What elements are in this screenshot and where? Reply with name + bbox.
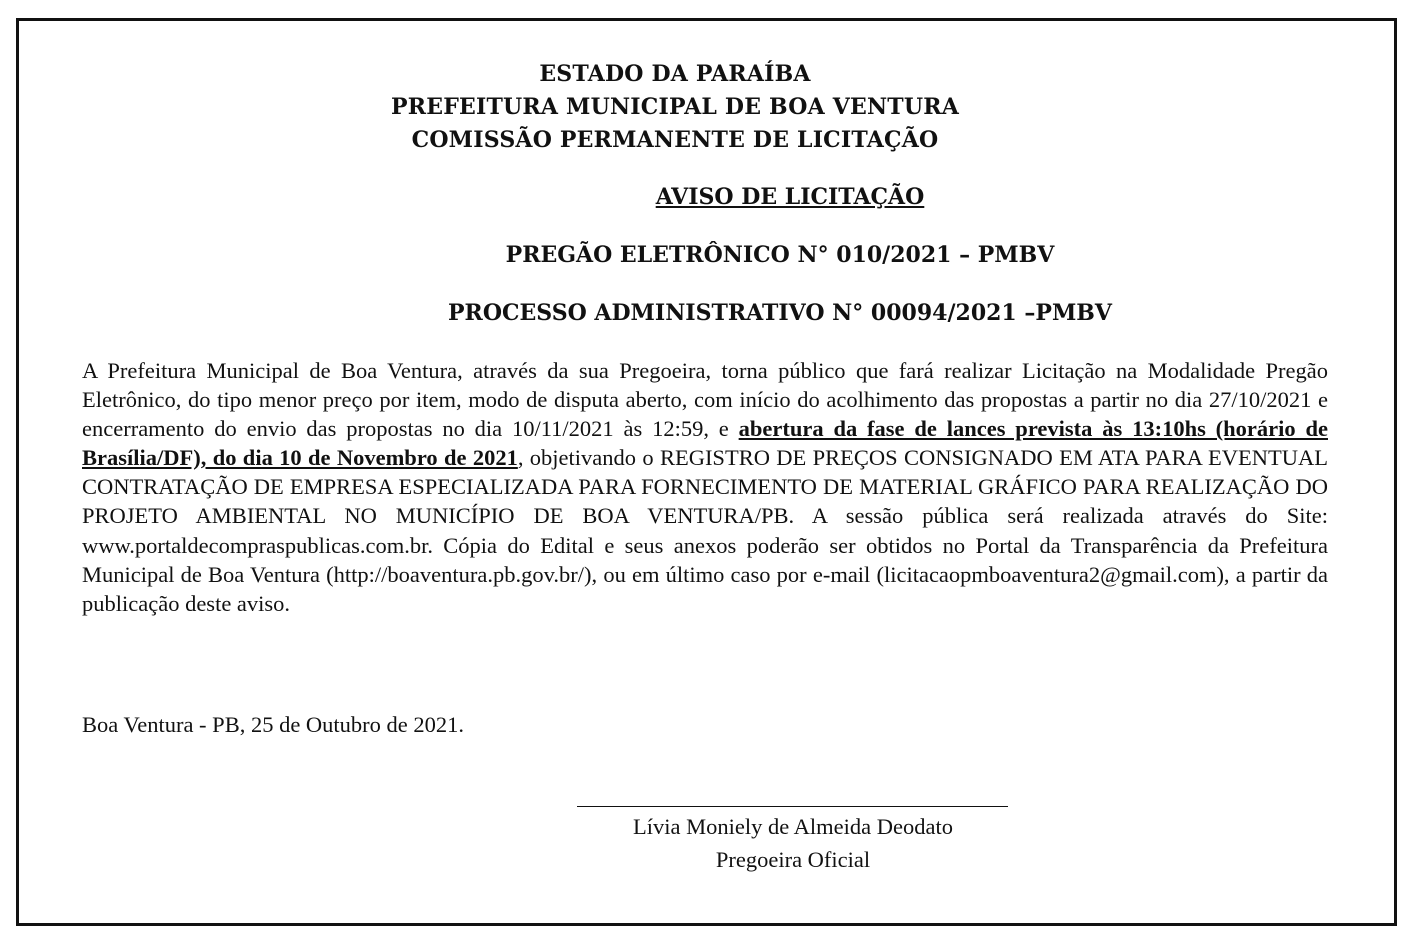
- body-highlight: abertura da fase de lances prevista às 13:10hs (horário de Brasília/DF), do dia 10 de Novembro de 2021: [82, 416, 1328, 471]
- aviso-title: AVISO DE LICITAÇÃO: [655, 184, 925, 210]
- body-text-part1: A Prefeitura Municipal de Boa Ventura, através da sua Pregoeira, torna público que fará realizar Licitação na Modalidade Pregão Eletrônico, do tipo menor preço por item, modo de disputa aberto, com início do acolhimento das propostas a partir no dia 27/10/2021 e encerramento do envio das propostas no dia 10/11/2021 às 12:59, e: [82, 358, 1328, 442]
- header-prefecture: PREFEITURA MUNICIPAL DE BOA VENTURA: [391, 94, 959, 120]
- processo-title: PROCESSO ADMINISTRATIVO N° 00094/2021 –PMBV: [448, 300, 1112, 326]
- date-line: Boa Ventura - PB, 25 de Outubro de 2021.: [82, 712, 465, 737]
- pregao-title: PREGÃO ELETRÔNICO N° 010/2021 – PMBV: [505, 242, 1055, 268]
- signatory-role: Pregoeira Oficial: [715, 847, 871, 872]
- document-header: [0, 58, 1350, 157]
- header-state: ESTADO DA PARAÍBA: [539, 61, 811, 87]
- signatory-name: Lívia Moniely de Almeida Deodato: [633, 814, 953, 839]
- body-text-part2: , objetivando o REGISTRO DE PREÇOS CONSIGNADO EM ATA PARA EVENTUAL CONTRATAÇÃO DE EMPRESA ESPECIALIZADA PARA FORNECIMENTO DE MATERIAL GRÁFICO PARA REALIZAÇÃO DO PROJETO AMBIENTAL NO MUNICÍPIO DE BOA VENTURA/PB. A sessão pública será realizada através do Site: www.portaldecompraspublicas.com.br. Cópia do Edital e seus anexos poderão ser obtidos no Portal da Transparência da Prefeitura Municipal de Boa Ventura (http://boaventura.pb.gov.br/), ou em último caso por e-mail (licitacaopmboaventura2@gmail.com), a partir da publicação deste aviso.: [82, 445, 1328, 616]
- signature-line: [577, 806, 1008, 807]
- header-commission: COMISSÃO PERMANENTE DE LICITAÇÃO: [411, 127, 939, 153]
- notice-body: [82, 356, 1328, 618]
